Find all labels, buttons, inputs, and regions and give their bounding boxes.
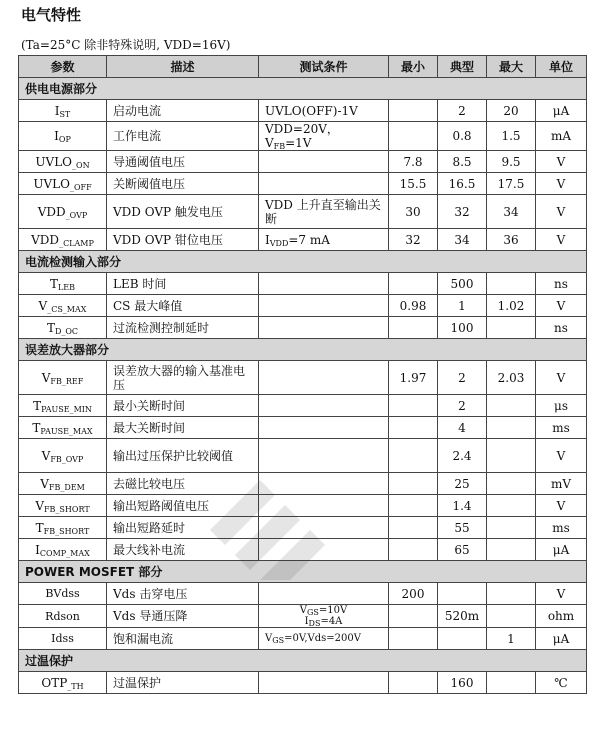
max-cell: 34 xyxy=(487,195,536,229)
table-row xyxy=(19,439,587,473)
param-symbol: V xyxy=(38,298,48,313)
max-cell: 9.5 xyxy=(487,151,536,173)
max-cell xyxy=(487,539,536,561)
typ-cell: 500 xyxy=(438,273,487,295)
table-row xyxy=(19,473,587,495)
section-title: POWER MOSFET 部分 xyxy=(19,561,587,583)
header-cond: 测试条件 xyxy=(259,56,389,78)
max-cell xyxy=(487,417,536,439)
header-desc: 描述 xyxy=(107,56,259,78)
cond-cell xyxy=(259,151,389,173)
unit-cell: V xyxy=(536,439,587,473)
table-row xyxy=(19,672,587,694)
section-title: 过温保护 xyxy=(19,650,587,672)
min-cell xyxy=(389,628,438,650)
param-subscript: COMP_MAX xyxy=(39,548,90,558)
min-cell: 7.8 xyxy=(389,151,438,173)
section-row xyxy=(19,78,587,100)
desc-cell: 输出短路延时 xyxy=(107,517,259,539)
min-cell xyxy=(389,473,438,495)
table-row xyxy=(19,295,587,317)
typ-cell: 16.5 xyxy=(438,173,487,195)
cond-line-1 xyxy=(262,605,385,616)
cond-cell xyxy=(259,517,389,539)
table-row xyxy=(19,317,587,339)
min-cell xyxy=(389,439,438,473)
param-subscript: FB_SHORT xyxy=(43,526,90,536)
param-symbol: I xyxy=(35,542,40,557)
table-row xyxy=(19,273,587,295)
cond-cell xyxy=(259,229,389,251)
param-symbol: I xyxy=(54,129,59,143)
param-symbol: T xyxy=(46,320,55,335)
typ-cell: 100 xyxy=(438,317,487,339)
param-symbol: UVLO xyxy=(35,154,73,169)
param-subscript: FB_REF xyxy=(50,376,84,386)
section-title: 误差放大器部分 xyxy=(19,339,587,361)
max-cell xyxy=(487,317,536,339)
cond-line-2 xyxy=(262,616,385,627)
desc-cell: 过温保护 xyxy=(107,672,259,694)
max-cell xyxy=(487,273,536,295)
unit-cell: V xyxy=(536,173,587,195)
param-subscript: FB_SHORT xyxy=(44,504,90,514)
section-title: 供电电源部分 xyxy=(19,78,587,100)
max-cell xyxy=(487,672,536,694)
param-cell xyxy=(19,417,107,439)
cond-b-sub: DS xyxy=(308,619,321,628)
unit-cell: V xyxy=(536,195,587,229)
param-cell xyxy=(19,229,107,251)
typ-cell: 8.5 xyxy=(438,151,487,173)
unit-cell: ms xyxy=(536,417,587,439)
param-cell xyxy=(19,439,107,473)
param-subscript: PAUSE_MAX xyxy=(40,426,93,436)
unit-cell: μA xyxy=(536,628,587,650)
desc-cell: Vds 导通压降 xyxy=(107,605,259,628)
min-cell xyxy=(389,395,438,417)
section-title: 电流检测输入部分 xyxy=(19,251,587,273)
typ-cell: 55 xyxy=(438,517,487,539)
typ-cell: 520m xyxy=(438,605,487,628)
param-cell xyxy=(19,473,107,495)
typ-cell: 1 xyxy=(438,295,487,317)
unit-cell: V xyxy=(536,361,587,395)
cond-text: VDD 上升直至输出关断 xyxy=(265,197,381,226)
test-conditions-note: (Ta=25°C 除非特殊说明, VDD=16V) xyxy=(21,38,231,52)
param-cell xyxy=(19,122,107,151)
desc-cell: 输出过压保护比较阈值 xyxy=(107,439,259,473)
cond-cell xyxy=(259,122,389,151)
param-cell xyxy=(19,295,107,317)
section-row xyxy=(19,339,587,361)
param-subscript: _CS_MAX xyxy=(47,304,87,314)
cond-cell xyxy=(259,672,389,694)
desc-cell: LEB 时间 xyxy=(107,273,259,295)
cond-tail: =7 mA xyxy=(288,232,330,247)
unit-cell: μA xyxy=(536,100,587,122)
min-cell xyxy=(389,317,438,339)
desc-cell: 过流检测控制延时 xyxy=(107,317,259,339)
param-symbol: OTP xyxy=(41,675,68,690)
param-cell xyxy=(19,517,107,539)
cond-cell xyxy=(259,439,389,473)
table-row xyxy=(19,395,587,417)
unit-cell: mV xyxy=(536,473,587,495)
header-typ: 典型 xyxy=(438,56,487,78)
param-subscript: _OVP xyxy=(65,210,88,220)
cond-cell xyxy=(259,417,389,439)
typ-cell: 25 xyxy=(438,473,487,495)
param-subscript: _ON xyxy=(72,160,90,170)
param-symbol: Idss xyxy=(51,632,74,645)
param-cell xyxy=(19,605,107,628)
unit-cell: V xyxy=(536,295,587,317)
typ-cell: 2 xyxy=(438,100,487,122)
table-row xyxy=(19,195,587,229)
cond-cell xyxy=(259,539,389,561)
table-row xyxy=(19,151,587,173)
param-cell xyxy=(19,195,107,229)
cond-b-tail: =4A xyxy=(320,616,343,627)
param-symbol: BVdss xyxy=(45,587,80,600)
table-row xyxy=(19,539,587,561)
param-symbol: V xyxy=(40,476,49,491)
desc-cell: 最大关断时间 xyxy=(107,417,259,439)
cond-cell xyxy=(259,395,389,417)
param-symbol: VDD xyxy=(31,232,60,247)
cond-a: V xyxy=(299,605,308,616)
cond-cell xyxy=(259,605,389,628)
min-cell xyxy=(389,122,438,151)
unit-cell: V xyxy=(536,495,587,517)
param-symbol: Rdson xyxy=(45,609,80,623)
desc-cell: 启动电流 xyxy=(107,100,259,122)
max-cell xyxy=(487,583,536,605)
param-symbol: I xyxy=(54,103,60,118)
min-cell: 200 xyxy=(389,583,438,605)
min-cell xyxy=(389,100,438,122)
unit-cell: mA xyxy=(536,122,587,151)
param-symbol: T xyxy=(35,520,44,535)
min-cell xyxy=(389,273,438,295)
table-row xyxy=(19,229,587,251)
cond-cell xyxy=(259,473,389,495)
desc-cell: 去磁比较电压 xyxy=(107,473,259,495)
param-cell xyxy=(19,100,107,122)
typ-cell: 2.4 xyxy=(438,439,487,473)
param-cell xyxy=(19,672,107,694)
max-cell: 36 xyxy=(487,229,536,251)
typ-cell: 1.4 xyxy=(438,495,487,517)
param-cell xyxy=(19,173,107,195)
unit-cell: μs xyxy=(536,395,587,417)
min-cell: 30 xyxy=(389,195,438,229)
table-row xyxy=(19,361,587,395)
param-subscript: FB_OVP xyxy=(50,454,84,464)
typ-cell: 4 xyxy=(438,417,487,439)
cond-cell xyxy=(259,628,389,650)
cond-tail: =1V xyxy=(285,136,312,150)
desc-cell: 导通阈值电压 xyxy=(107,151,259,173)
param-cell xyxy=(19,151,107,173)
param-symbol: V xyxy=(41,370,51,385)
table-row xyxy=(19,517,587,539)
desc-cell: VDD OVP 钳位电压 xyxy=(107,229,259,251)
min-cell xyxy=(389,517,438,539)
desc-cell: 最小关断时间 xyxy=(107,395,259,417)
unit-cell: μA xyxy=(536,539,587,561)
electrical-characteristics-table xyxy=(18,55,587,694)
max-cell: 1.02 xyxy=(487,295,536,317)
max-cell: 1 xyxy=(487,628,536,650)
max-cell: 20 xyxy=(487,100,536,122)
cond-text: VDD=20V，V xyxy=(265,122,339,150)
section-row xyxy=(19,251,587,273)
param-cell xyxy=(19,273,107,295)
typ-cell: 160 xyxy=(438,672,487,694)
cond-cell xyxy=(259,173,389,195)
desc-cell: 最大线补电流 xyxy=(107,539,259,561)
cond-text: V xyxy=(265,632,273,644)
cond-cell xyxy=(259,583,389,605)
cond-cell xyxy=(259,495,389,517)
min-cell xyxy=(389,417,438,439)
cond-cell xyxy=(259,295,389,317)
max-cell xyxy=(487,473,536,495)
max-cell: 1.5 xyxy=(487,122,536,151)
max-cell: 2.03 xyxy=(487,361,536,395)
min-cell: 1.97 xyxy=(389,361,438,395)
min-cell xyxy=(389,605,438,628)
param-cell xyxy=(19,628,107,650)
cond-sub: GS xyxy=(272,635,285,645)
param-symbol: V xyxy=(35,498,44,513)
unit-cell: ms xyxy=(536,517,587,539)
header-param: 参数 xyxy=(19,56,107,78)
unit-cell: ohm xyxy=(536,605,587,628)
cond-tail: =0V,Vds=200V xyxy=(284,632,361,644)
header-unit: 单位 xyxy=(536,56,587,78)
cond-text: UVLO(OFF)-1V xyxy=(265,103,358,118)
param-cell xyxy=(19,317,107,339)
max-cell xyxy=(487,439,536,473)
table-row xyxy=(19,100,587,122)
desc-cell: 饱和漏电流 xyxy=(107,628,259,650)
typ-cell xyxy=(438,583,487,605)
min-cell: 32 xyxy=(389,229,438,251)
param-symbol: V xyxy=(41,448,51,463)
param-cell xyxy=(19,395,107,417)
table-row xyxy=(19,628,587,650)
max-cell xyxy=(487,605,536,628)
unit-cell: V xyxy=(536,229,587,251)
param-cell xyxy=(19,361,107,395)
param-subscript: _CLAMP xyxy=(59,238,94,248)
table-header-row xyxy=(19,56,587,78)
unit-cell: V xyxy=(536,151,587,173)
cond-a-tail: =10V xyxy=(318,605,348,616)
desc-cell: 工作电流 xyxy=(107,122,259,151)
table-row xyxy=(19,605,587,628)
param-symbol: T xyxy=(32,420,41,435)
cond-cell xyxy=(259,273,389,295)
param-subscript: LEB xyxy=(57,282,76,292)
page-title: 电气特性 xyxy=(21,6,82,24)
table-row xyxy=(19,122,587,151)
typ-cell: 65 xyxy=(438,539,487,561)
param-subscript: PAUSE_MIN xyxy=(41,404,92,414)
cond-cell xyxy=(259,100,389,122)
unit-cell: V xyxy=(536,583,587,605)
min-cell xyxy=(389,539,438,561)
param-symbol: VDD xyxy=(37,204,66,219)
max-cell xyxy=(487,495,536,517)
typ-cell: 2 xyxy=(438,395,487,417)
section-row xyxy=(19,650,587,672)
header-max: 最大 xyxy=(487,56,536,78)
min-cell xyxy=(389,672,438,694)
header-min: 最小 xyxy=(389,56,438,78)
table-row xyxy=(19,583,587,605)
param-symbol: T xyxy=(33,398,42,413)
param-subscript: D_OC xyxy=(54,326,79,336)
unit-cell: ℃ xyxy=(536,672,587,694)
max-cell xyxy=(487,517,536,539)
desc-cell: 关断阈值电压 xyxy=(107,173,259,195)
unit-cell: ns xyxy=(536,273,587,295)
param-subscript: _TH xyxy=(67,681,84,691)
typ-cell: 34 xyxy=(438,229,487,251)
param-cell xyxy=(19,539,107,561)
table-row xyxy=(19,173,587,195)
desc-cell: 输出短路阈值电压 xyxy=(107,495,259,517)
table-row xyxy=(19,417,587,439)
desc-cell: VDD OVP 触发电压 xyxy=(107,195,259,229)
cond-cell xyxy=(259,317,389,339)
cond-cell xyxy=(259,361,389,395)
unit-cell: ns xyxy=(536,317,587,339)
cond-a-sub: GS xyxy=(307,608,319,617)
typ-cell: 32 xyxy=(438,195,487,229)
param-subscript: OP xyxy=(58,135,71,144)
param-subscript: FB_DEM xyxy=(48,482,85,492)
typ-cell: 0.8 xyxy=(438,122,487,151)
cond-b: I xyxy=(304,616,309,627)
max-cell: 17.5 xyxy=(487,173,536,195)
desc-cell: Vds 击穿电压 xyxy=(107,583,259,605)
cond-sub: FB xyxy=(273,142,286,151)
typ-cell: 2 xyxy=(438,361,487,395)
desc-cell: CS 最大峰值 xyxy=(107,295,259,317)
param-cell xyxy=(19,583,107,605)
table-row xyxy=(19,495,587,517)
cond-text: I xyxy=(265,232,270,247)
min-cell: 0.98 xyxy=(389,295,438,317)
param-cell xyxy=(19,495,107,517)
min-cell xyxy=(389,495,438,517)
param-subscript: _OFF xyxy=(69,182,92,192)
desc-cell: 误差放大器的输入基准电压 xyxy=(107,361,259,395)
cond-cell xyxy=(259,195,389,229)
param-symbol: T xyxy=(49,276,58,291)
param-subscript: ST xyxy=(59,109,71,119)
min-cell: 15.5 xyxy=(389,173,438,195)
section-row xyxy=(19,561,587,583)
cond-sub: VDD xyxy=(269,238,289,248)
param-symbol: UVLO xyxy=(33,176,70,191)
max-cell xyxy=(487,395,536,417)
typ-cell xyxy=(438,628,487,650)
